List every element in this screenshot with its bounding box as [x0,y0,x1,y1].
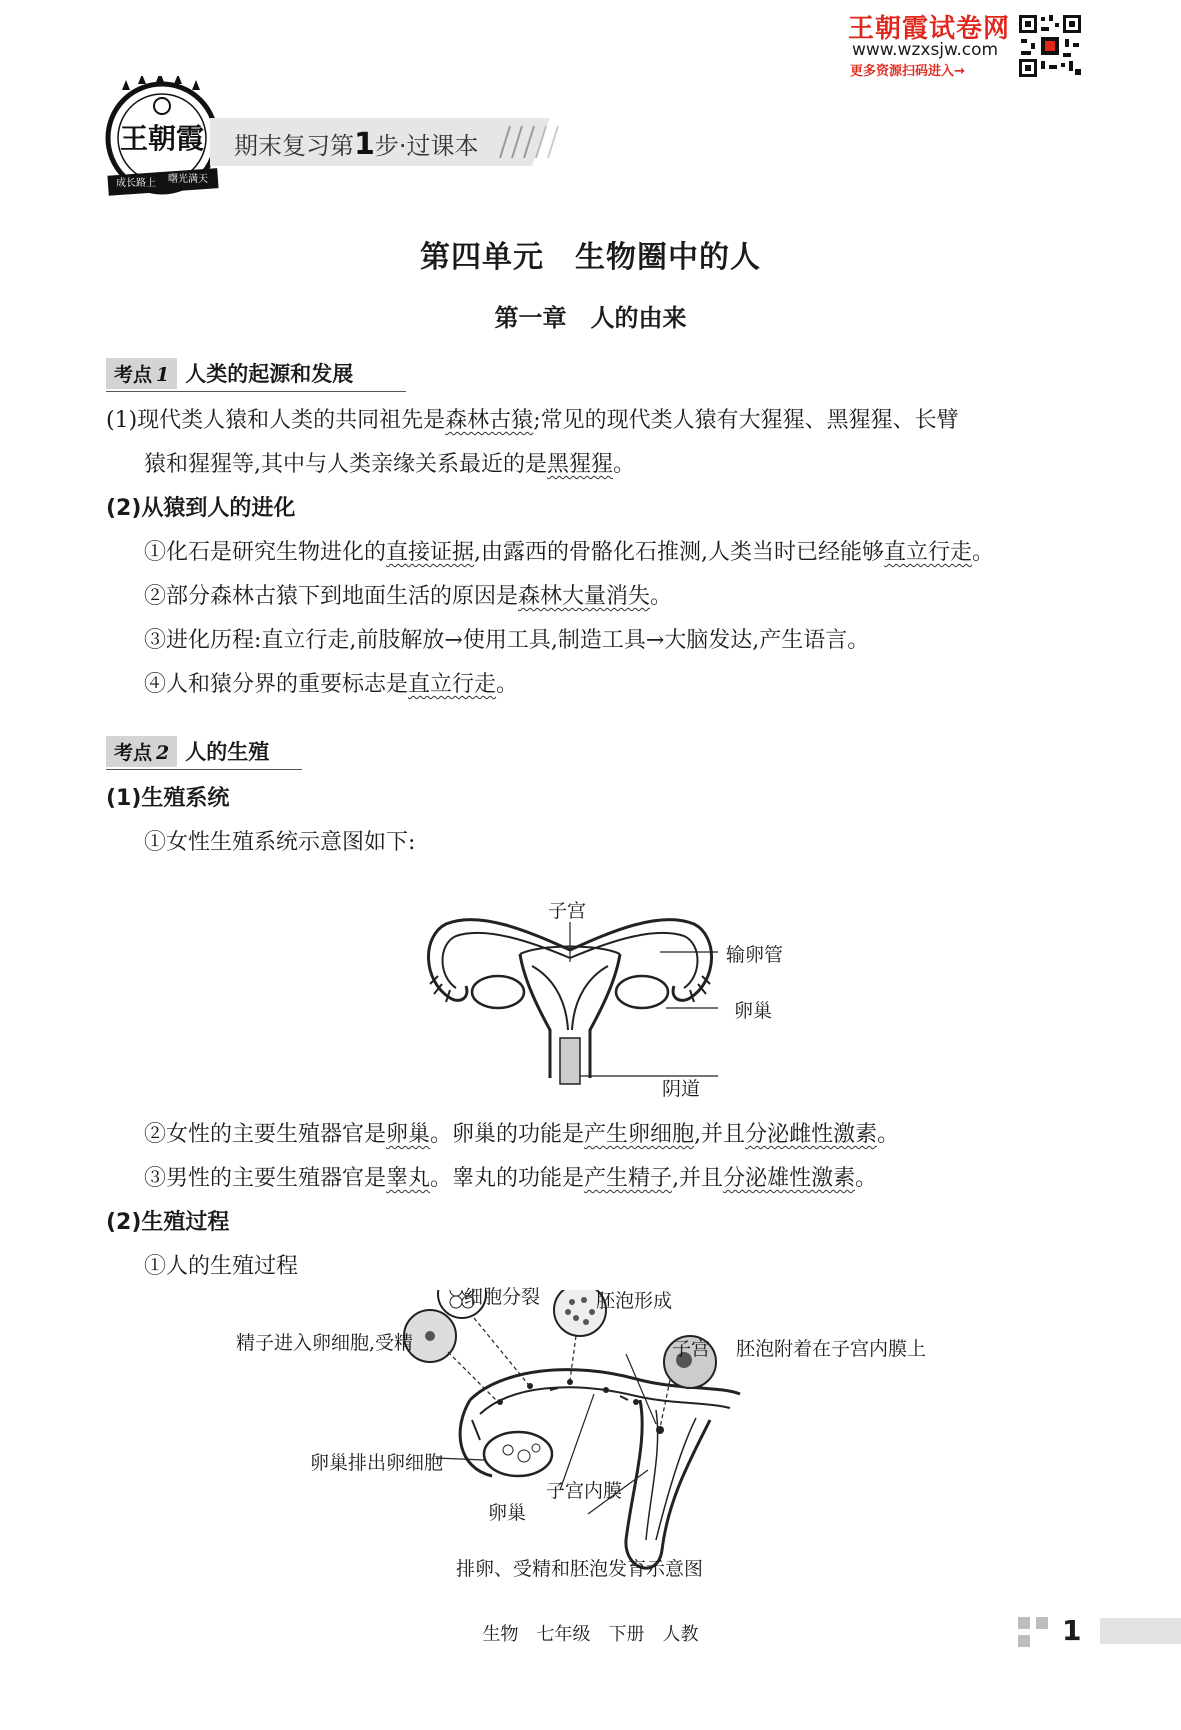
label-ovary: 卵巢 [734,1000,773,1022]
female-system-intro: ①女性生殖系统示意图如下: [144,830,416,855]
reproduction-process-intro: ①人的生殖过程 [144,1254,299,1279]
label-ovary-2: 卵巢 [488,1502,527,1524]
evolution-item-3: ③进化历程:直立行走,前肢解放→使用工具,制造工具→大脑发达,产生语言。 [144,628,870,653]
evolution-item-1: ①化石是研究生物进化的直接证据,由露西的骨骼化石推测,人类当时已经能够直立行走。 [144,540,995,565]
page-ornament [1036,1617,1048,1629]
logo-name: 王朝霞 [119,122,205,155]
label-blastocyst-attachment: 胚泡附着在子宫内膜上 [736,1338,927,1360]
logo-motto-2: 曙光满天 [168,174,208,185]
label-blastocyst-formation: 胚泡形成 [596,1290,673,1312]
subheading-reproductive-system: (1)生殖系统 [106,786,230,811]
key-point-title: 人的生殖 [185,740,270,764]
paragraph-ancestor: (1)现代类人猿和人类的共同祖先是森林古猿;常见的现代类人猿有大猩猩、黑猩猩、长臂 [106,408,959,433]
page-ornament [1018,1617,1030,1629]
page-number: 1 [1062,1614,1082,1647]
label-cell-division: 细胞分裂 [464,1286,541,1308]
subheading-evolution: (2)从猿到人的进化 [106,496,296,521]
unit-title: 第四单元 生物圈中的人 [420,240,761,275]
evolution-item-4: ④人和猿分界的重要标志是直立行走。 [144,672,519,697]
male-organ-function: ③男性的主要生殖器官是睾丸。睾丸的功能是产生精子,并且分泌雄性激素。 [144,1166,878,1191]
label-uterus: 子宫 [548,900,587,922]
label-fallopian-tube: 输卵管 [726,944,784,966]
key-point-label: 考点 2 [106,736,177,767]
label-ovulation: 卵巢排出卵细胞 [310,1452,444,1474]
brand-tagline: 更多资源扫码进入→ [850,64,965,79]
key-point-2-header [106,736,269,766]
key-point-title: 人类的起源和发展 [185,362,354,386]
label-endometrium: 子宫内膜 [546,1480,623,1502]
subheading-reproduction-process: (2)生殖过程 [106,1210,230,1235]
brand-url[interactable]: www.wzxsjw.com [852,40,999,60]
chapter-title: 第一章 人的由来 [494,304,687,332]
evolution-item-2: ②部分森林古猿下到地面生活的原因是森林大量消失。 [144,584,673,609]
banner-title: 期末复习第1步·过课本 [234,127,479,162]
footer-book-info: 生物 七年级 下册 人教 [482,1624,699,1645]
figure-caption: 排卵、受精和胚泡发育示意图 [456,1558,704,1580]
label-vagina: 阴道 [662,1078,701,1100]
logo-motto-1: 成长路上 [116,178,156,189]
paragraph-ancestor-cont: 猿和猩猩等,其中与人类亲缘关系最近的是黑猩猩。 [144,452,636,477]
brand-name: 王朝霞试卷网 [848,14,1011,44]
page-bar [1100,1618,1181,1644]
key-point-label: 考点 1 [106,358,177,389]
qr-code-icon[interactable] [1017,13,1083,79]
female-organ-function: ②女性的主要生殖器官是卵巢。卵巢的功能是产生卵细胞,并且分泌雌性激素。 [144,1122,900,1147]
brand-logo-icon [102,76,224,206]
page-ornament [1018,1635,1030,1647]
label-uterus-2: 子宫 [672,1338,711,1360]
label-fertilization: 精子进入卵细胞,受精 [236,1332,414,1354]
key-point-1-header [106,358,353,388]
